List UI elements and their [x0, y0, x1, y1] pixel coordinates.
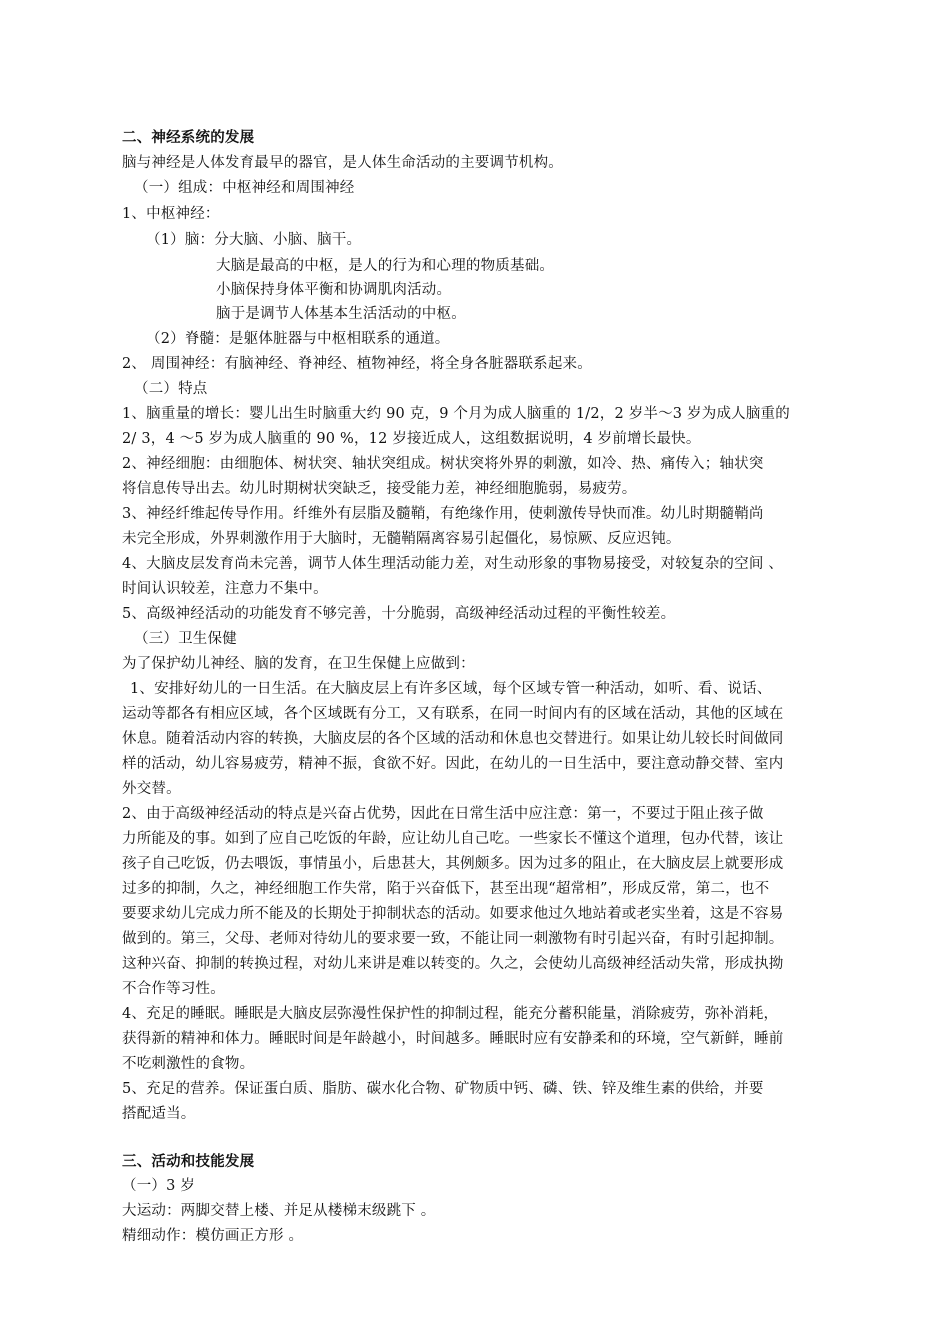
subsection-title-composition: （一）组成：中枢神经和周围神经: [134, 180, 355, 196]
paragraph-line: 4、充足的睡眠。睡眠是大脑皮层弥漫性保护性的抑制过程，能充分蓄积能量，消除疲劳，弥补消耗，: [122, 1006, 779, 1022]
age-3-title: （一）3 岁: [122, 1178, 196, 1194]
section-heading-activity-skills: 三、活动和技能发展: [122, 1154, 255, 1170]
paragraph-line: 力所能及的事。如到了应自己吃饭的年龄，应让幼儿自己吃。一些家长不懂这个道理，包办代替，该让: [122, 831, 784, 847]
paragraph-line: 5、高级神经活动的功能发育不够完善，十分脆弱，高级神经活动过程的平衡性较差。: [122, 606, 676, 622]
peripheral-nerve-line: 2、 周围神经：有脑神经、脊神经、植物神经，将全身各脏器联系起来。: [122, 356, 592, 372]
paragraph-line: 1、脑重量的增长：婴儿出生时脑重大约 90 克，9 个月为成人脑重的 1/2，2 岁半～3 岁为成人脑重的: [122, 406, 790, 422]
intro-line: 脑与神经是人体发育最早的器官，是人体生命活动的主要调节机构。: [122, 155, 563, 171]
paragraph-line: 未完全形成，外界刺激作用于大脑时，无髓鞘隔离容易引起僵化，易惊厥、反应迟钝。: [122, 531, 681, 547]
paragraph-line: 搭配适当。: [122, 1106, 196, 1122]
paragraph-line: 这种兴奋、抑制的转换过程，对幼儿来讲是难以转变的。久之，会使幼儿高级神经活动失常，形成执拗: [122, 956, 784, 972]
paragraph-line: 要要求幼儿完成力所不能及的长期处于抑制状态的活动。如要求他过久地站着或老实坐着，这是不容易: [122, 906, 784, 922]
paragraph-line: 运动等都各有相应区域，各个区域既有分工，又有联系，在同一时间内有的区域在活动，其他的区域在: [122, 706, 784, 722]
paragraph-line: 不吃刺激性的食物。: [122, 1056, 255, 1072]
health-care-intro: 为了保护幼儿神经、脑的发育，在卫生保健上应做到：: [122, 656, 475, 672]
brain-line: （1）脑：分大脑、小脑、脑干。: [146, 232, 362, 248]
paragraph-line: 孩子自己吃饭，仍去喂饭，事情虽小，后患甚大，其例颇多。因为过多的阻止，在大脑皮层上就要形成: [122, 856, 784, 872]
paragraph-line: 1、安排好幼儿的一日生活。在大脑皮层上有许多区域，每个区域专管一种活动，如听、看、说话、: [130, 681, 772, 697]
fine-motor-line: 精细动作：模仿画正方形 。: [122, 1228, 304, 1244]
paragraph-line: 5、充足的营养。保证蛋白质、脂肪、碳水化合物、矿物质中钙、磷、铁、锌及维生素的供给，并要: [122, 1081, 764, 1097]
paragraph-line: 不合作等习性。: [122, 981, 225, 997]
paragraph-line: 休息。随着活动内容的转换，大脑皮层的各个区域的活动和休息也交替进行。如果让幼儿较长时间做同: [122, 731, 784, 747]
cerebrum-line: 大脑是最高的中枢，是人的行为和心理的物质基础。: [216, 258, 555, 274]
subsection-title-health-care: （三）卫生保健: [134, 631, 237, 647]
gross-motor-line: 大运动：两脚交替上楼、并足从楼梯末级跳下 。: [122, 1203, 436, 1219]
paragraph-line: 2、神经细胞：由细胞体、树状突、轴状突组成。树状突将外界的刺激，如冷、热、痛传入；轴状突: [122, 456, 764, 472]
paragraph-line: 3、神经纤维起传导作用。纤维外有层脂及髓鞘，有绝缘作用，使刺激传导快而准。幼儿时期髓鞘尚: [122, 506, 764, 522]
subsection-title-features: （二）特点: [134, 381, 208, 397]
paragraph-line: 2、由于高级神经活动的特点是兴奋占优势，因此在日常生活中应注意：第一，不要过于阻止孩子做: [122, 806, 764, 822]
paragraph-line: 将信息传导出去。幼儿时期树状突缺乏，接受能力差，神经细胞脆弱，易疲劳。: [122, 481, 637, 497]
central-nerve-title: 1、中枢神经：: [122, 206, 220, 222]
brainstem-line: 脑于是调节人体基本生活活动的中枢。: [216, 306, 466, 322]
paragraph-line: 做到的。第三，父母、老师对待幼儿的要求要一致，不能让同一刺激物有时引起兴奋，有时引起抑制。: [122, 931, 784, 947]
paragraph-line: 过多的抑制，久之，神经细胞工作失常，陷于兴奋低下，甚至出现“超常相”，形成反常，第二，也不: [122, 881, 770, 897]
paragraph-line: 外交替。: [122, 781, 181, 797]
paragraph-line: 时间认识较差，注意力不集中。: [122, 581, 328, 597]
section-heading-nervous-system: 二、神经系统的发展: [122, 130, 255, 146]
paragraph-line: 获得新的精神和体力。睡眠时间是年龄越小，时间越多。睡眠时应有安静柔和的环境，空气新鲜，睡前: [122, 1031, 784, 1047]
spinal-cord-line: （2）脊髓：是躯体脏器与中枢相联系的通道。: [146, 331, 450, 347]
paragraph-line: 样的活动，幼儿容易疲劳，精神不振，食欲不好。因此，在幼儿的一日生活中，要注意动静交替、室内: [122, 756, 784, 772]
paragraph-line: 4、大脑皮层发育尚未完善，调节人体生理活动能力差，对生动形象的事物易接受，对较复杂的空间 、: [122, 556, 784, 572]
cerebellum-line: 小脑保持身体平衡和协调肌肉活动。: [216, 282, 452, 298]
paragraph-line: 2/ 3，4 ～5 岁为成人脑重的 90 %，12 岁接近成人，这组数据说明，4 岁前增长最快。: [122, 431, 701, 447]
